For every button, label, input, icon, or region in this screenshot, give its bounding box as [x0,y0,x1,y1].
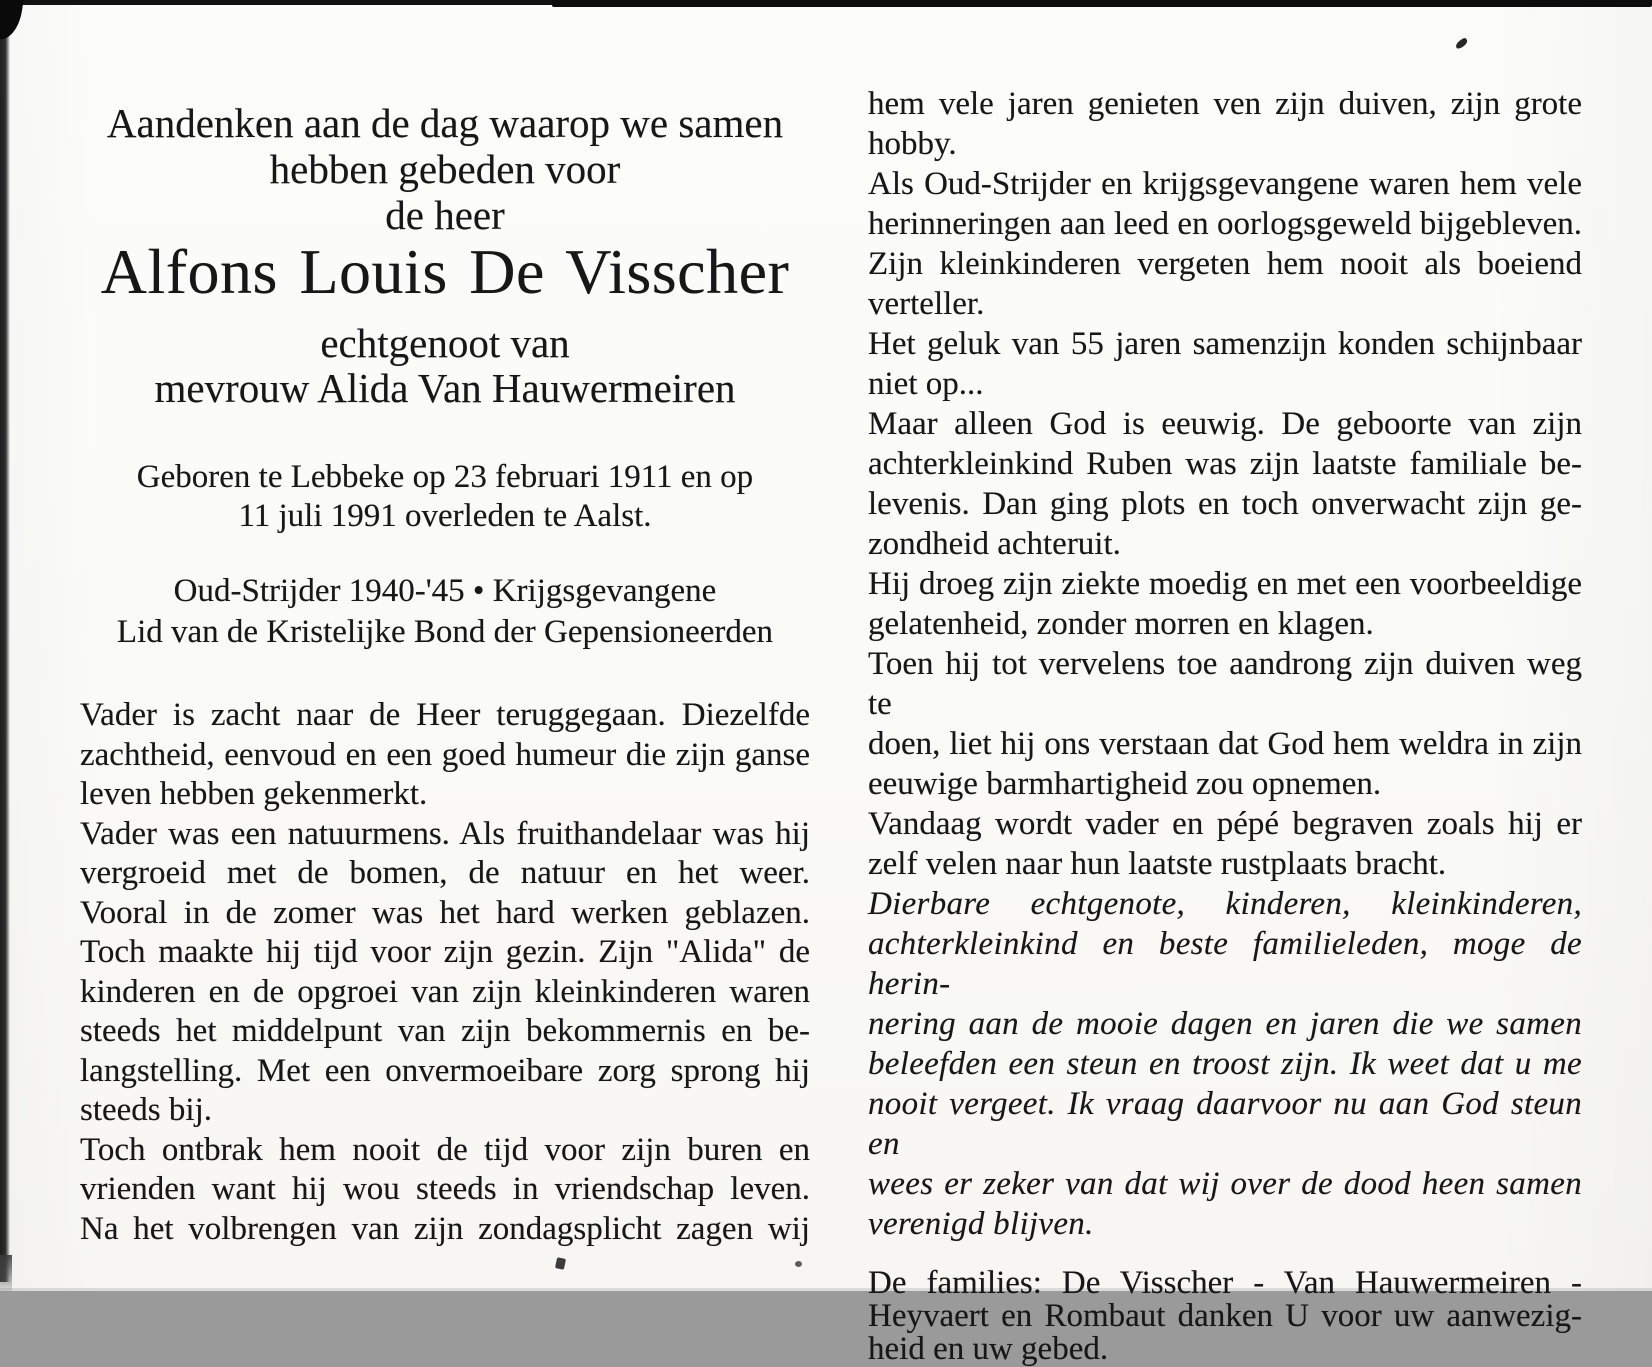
text-line: Aandenken aan de dag waarop we samen [106,100,784,146]
text-line: Vandaag wordt vader en pépé begraven zoals hij er [868,806,1582,842]
text-line: Toen hij tot vervelens toe aandrong zijn duiven weg te [868,646,1582,722]
text-line: achterkleinkind Ruben was zijn laatste familiale be- [868,446,1582,482]
scan-edge-left [0,0,10,1282]
text-line: Geboren te Lebbeke op 23 februari 1911 en op [136,459,754,495]
scan-edge-left-fade [0,1255,12,1291]
text-line: steeds het middelpunt van zijn bekommernis en be- [80,1013,810,1049]
text-line: Toch maakte hij tijd voor zijn gezin. Zijn "Alida" de [80,934,810,970]
text-line: doen, liet hij ons verstaan dat God hem weldra in zijn [868,726,1582,762]
deceased-name: Alfons Louis De Visscher [100,236,790,307]
text-line: herinneringen aan leed en oorlogsgeweld bijgebleven. [868,206,1582,242]
text-line: leven hebben gekenmerkt. [80,776,428,812]
spouse-text [80,321,810,411]
text-line: hebben gebeden voor [269,146,621,192]
text-line: De families: De Visscher - Van Hauwermeiren - [868,1265,1582,1301]
text-line: Toch ontbrak hem nooit de tijd voor zijn buren en [80,1131,810,1168]
scan-corner-blot [0,0,24,42]
scan-speck-bottom-1 [555,1257,566,1270]
text-line: Hij droeg zijn ziekte moedig en met een voorbeeldige [868,566,1582,602]
text-line: echtgenoot van [320,320,570,366]
left-eulogy-text [80,696,810,1249]
text-line: Vooral in de zomer was het hard werken geblazen. [80,894,810,931]
text-line: vergroeid met de bomen, de natuur en het weer. [80,855,810,891]
text-line: gelatenheid, zonder morren en klagen. [868,606,1374,642]
honorifics-text [80,571,810,653]
text-line: wees er zeker van dat wij over de dood heen samen [868,1166,1582,1202]
text-line: Maar alleen God is eeuwig. De geboorte van zijn [868,406,1582,442]
text-line: Het geluk van 55 jaren samenzijn konden schijnbaar [868,326,1582,362]
text-line: de heer [385,192,505,238]
text-line: beleefden een steun en troost zijn. Ik weet dat u me [868,1046,1582,1082]
scan-edge-top-heavy [552,0,1652,7]
text-line: 11 juli 1991 overleden te Aalst. [238,498,652,534]
text-line: langstelling. Met een onvermoeibare zorg sprong hij [80,1052,810,1089]
card-left-page [80,100,810,1249]
text-line: Zijn kleinkinderen vergeten hem nooit als boeiend [868,246,1582,282]
text-line: Oud-Strijder 1940-'45 • Krijgsgevangene [173,573,717,609]
text-line: Heyvaert en Rombaut danken U voor uw aanwezig- [868,1298,1582,1334]
text-line: achterkleinkind en beste familieleden, moge de herin- [868,926,1582,1002]
text-line: Na het volbrengen van zijn zondagsplicht zagen wij [80,1210,810,1247]
text-line: vrienden want hij wou steeds in vriendschap leven. [80,1171,810,1207]
text-line: hem vele jaren genieten ven zijn duiven, zijn grote [868,86,1582,122]
text-line: zondheid achteruit. [868,526,1121,562]
text-line: Vader is zacht naar de Heer teruggegaan. Diezelfde [80,697,810,733]
text-line: zelf velen naar hun laatste rustplaats bracht. [868,846,1447,882]
intro-text [80,100,810,238]
text-line: verteller. [868,286,985,322]
birth-death-text [80,458,810,536]
text-line: Vader was een natuurmens. Als fruithandelaar was hij [80,815,810,852]
right-eulogy-text [868,84,1582,1244]
text-line: kinderen en de opgroei van zijn kleinkinderen waren [80,973,810,1010]
families-acknowledgement [868,1267,1582,1366]
text-line: heid en uw gebed. [868,1331,1109,1367]
scan-speck-mark [1454,37,1469,50]
card-right-page [868,84,1582,1366]
text-line: eeuwige barmhartigheid zou opnemen. [868,766,1382,802]
text-line: nering aan de mooie dagen en jaren die we samen [868,1006,1582,1042]
text-line: Lid van de Kristelijke Bond der Gepensioneerden [116,614,774,650]
text-line: Dierbare echtgenote, kinderen, kleinkinderen, [868,886,1582,922]
text-line: niet op... [868,366,984,402]
text-line: mevrouw Alida Van Hauwermeiren [154,365,736,411]
text-line: verenigd blijven. [868,1206,1094,1242]
text-line: Als Oud-Strijder en krijgsgevangene waren hem vele [868,166,1582,202]
text-line: zachtheid, eenvoud en een goed humeur die zijn ganse [80,736,810,773]
scan-speck-bottom-2 [795,1261,802,1267]
text-line: hobby. [868,126,957,162]
text-line: levenis. Dan ging plots en toch onverwacht zijn ge- [868,486,1582,522]
text-line: steeds bij. [80,1092,212,1128]
text-line: nooit vergeet. Ik vraag daarvoor nu aan God steun en [868,1086,1582,1162]
